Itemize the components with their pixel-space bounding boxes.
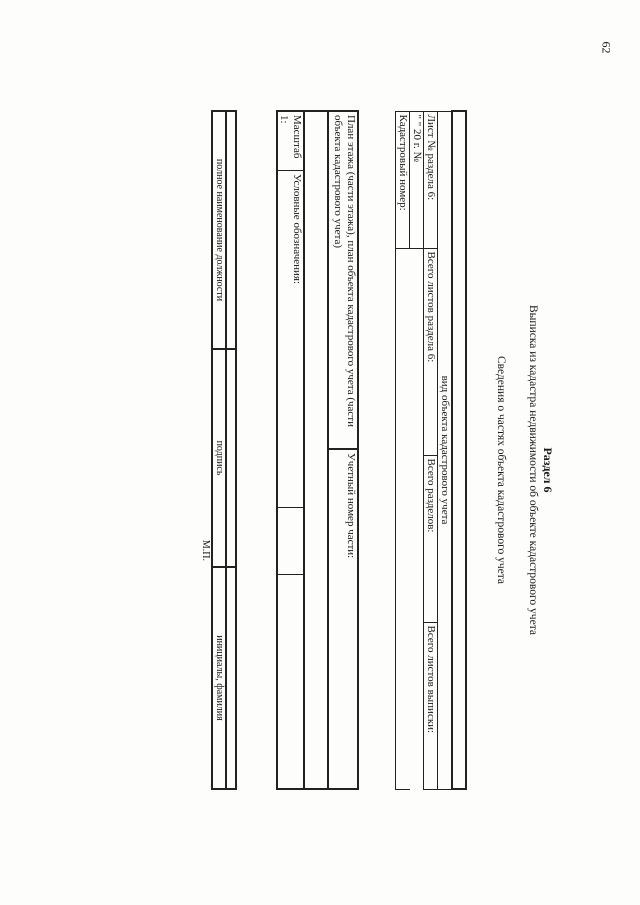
section-title: Раздел 6 (541, 447, 555, 493)
plan-area (304, 111, 328, 789)
total-sections: Всего разделов: (424, 455, 438, 622)
info-top-band (452, 111, 466, 789)
document-subtitle: Сведения о частях объекта кадастрового учета (495, 355, 507, 585)
initials-caption: инициалы, фамилия (212, 567, 226, 789)
legend-label: Условные обозначения: (291, 174, 303, 285)
cadastral-number: Кадастровый номер: (396, 111, 410, 248)
sheets-in-section: Всего листов раздела 6: (424, 248, 438, 455)
total-sheets: Всего листов выписки: (424, 622, 438, 789)
rotated-document (85, 100, 555, 840)
page-number: 62 (599, 41, 614, 54)
plan-label: План этажа (части этажа), план объекта кадастрового учета (части объекта кадастрового учета) (328, 111, 358, 449)
date-line: " " 20 г. № (410, 111, 424, 248)
scale-label: Масштаб 1: (278, 112, 303, 171)
position-caption: полное наименование должности (212, 111, 226, 349)
signature-table (200, 110, 238, 790)
stamp-label: М.П. (200, 539, 211, 561)
object-type-label: вид объекта кадастрового учета (438, 111, 452, 789)
info-table (395, 110, 467, 790)
sheet-label: Лист № раздела 6: (424, 111, 438, 248)
signature-caption: подпись (212, 349, 226, 567)
part-number: Учетный номер части: (328, 449, 358, 789)
plan-table (276, 110, 359, 790)
document-title: Выписка из кадастра недвижимости об объекте кадастрового учета (527, 305, 539, 635)
